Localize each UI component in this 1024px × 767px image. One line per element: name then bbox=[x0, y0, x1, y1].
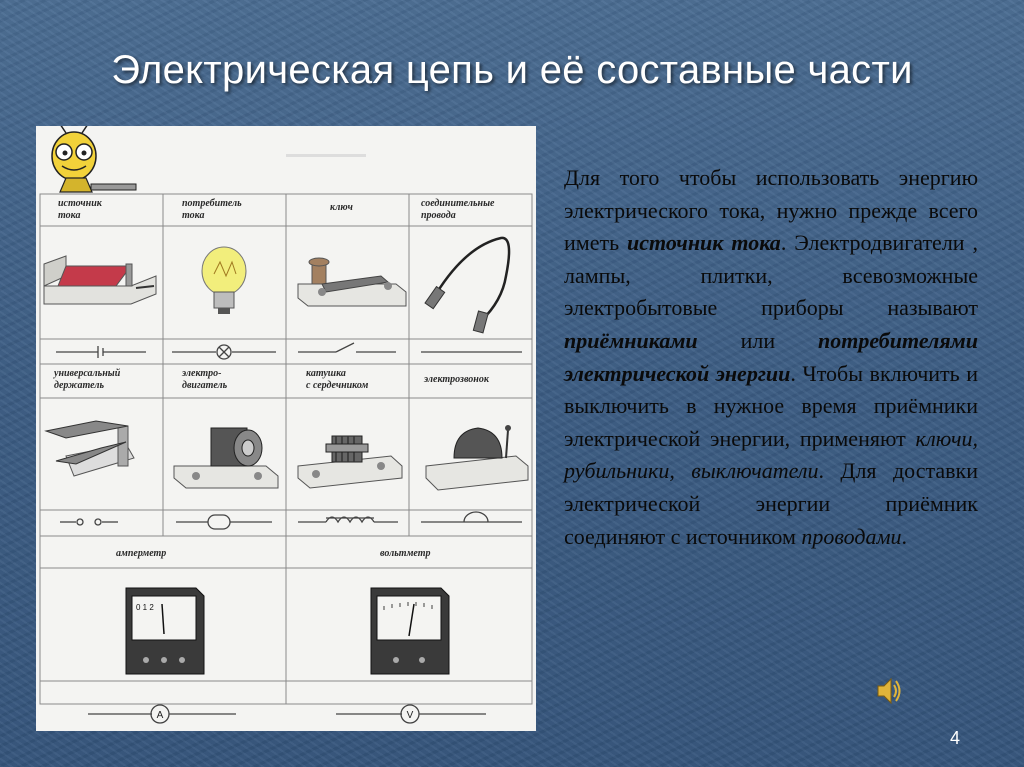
symbols-row-1 bbox=[56, 343, 522, 359]
light-bulb-picture bbox=[202, 247, 246, 314]
ammeter-picture bbox=[126, 588, 204, 674]
label-motor-1: электро- bbox=[182, 368, 222, 379]
components-figure bbox=[36, 126, 536, 731]
label-motor-2: двигатель bbox=[182, 380, 228, 391]
symbols-row-2 bbox=[60, 512, 522, 529]
slide-title: Электрическая цепь и её составные части bbox=[111, 48, 913, 92]
text-part-7: . Чтобы включить и выключить в нужное время приёмники электрической энергии, применяют bbox=[564, 360, 978, 451]
text-part-1: Для того чтобы использовать энергию электрического тока, нужно прежде всего иметь bbox=[564, 165, 978, 256]
label-voltmeter: вольтметр bbox=[380, 548, 431, 559]
term-consumers: потребителями электрической энергии bbox=[564, 327, 978, 386]
text-part-5: или bbox=[697, 327, 818, 353]
term-wires: проводами bbox=[801, 523, 902, 549]
label-consumer-2: тока bbox=[182, 210, 205, 221]
term-switches: ключи, рубильники, выключатели bbox=[564, 425, 978, 484]
text-part-9: . Для доставки электрической энергии приёмник соединяют с источником bbox=[564, 458, 978, 549]
term-receivers: приёмниками bbox=[564, 327, 698, 353]
label-key: ключ bbox=[330, 202, 353, 213]
label-holder-2: держатель bbox=[54, 380, 105, 391]
text-part-3: . Электродвигатели , лампы, плитки, всевозможные электробытовые приборы называют bbox=[564, 230, 979, 321]
label-coil-1: катушка bbox=[306, 368, 346, 379]
term-current-source: источник тока bbox=[627, 230, 781, 256]
label-holder-1: универсальный bbox=[54, 368, 121, 379]
label-ammeter: амперметр bbox=[116, 548, 167, 559]
label-consumer-1: потребитель bbox=[182, 198, 242, 209]
electric-motor-picture bbox=[174, 428, 278, 488]
text-part-11: . bbox=[901, 523, 908, 549]
electric-bell-picture bbox=[426, 425, 528, 490]
connecting-wires-picture bbox=[425, 238, 509, 333]
svg-text:0 1 2: 0 1 2 bbox=[136, 603, 154, 612]
body-text bbox=[564, 162, 978, 553]
label-source-1: источник bbox=[58, 198, 102, 209]
speaker-icon[interactable] bbox=[876, 676, 902, 706]
universal-holder-picture bbox=[46, 421, 134, 476]
current-source-picture bbox=[44, 256, 156, 304]
symbols-row-3 bbox=[88, 705, 486, 723]
voltmeter-picture bbox=[371, 588, 449, 674]
label-wires-1: соединительные bbox=[421, 198, 495, 209]
page-number: 4 bbox=[950, 728, 961, 748]
components-table bbox=[36, 126, 536, 731]
key-switch-picture bbox=[298, 258, 406, 306]
ammeter-symbol-label: A bbox=[156, 710, 164, 721]
label-coil-2: с сердечником bbox=[306, 380, 369, 391]
label-source-2: тока bbox=[58, 210, 81, 221]
voltmeter-symbol-label: V bbox=[406, 710, 414, 721]
bee-mascot-icon bbox=[52, 126, 136, 192]
coil-with-core-picture bbox=[298, 436, 402, 488]
label-bell: электрозвонок bbox=[424, 374, 489, 385]
label-wires-2: провода bbox=[421, 210, 456, 221]
